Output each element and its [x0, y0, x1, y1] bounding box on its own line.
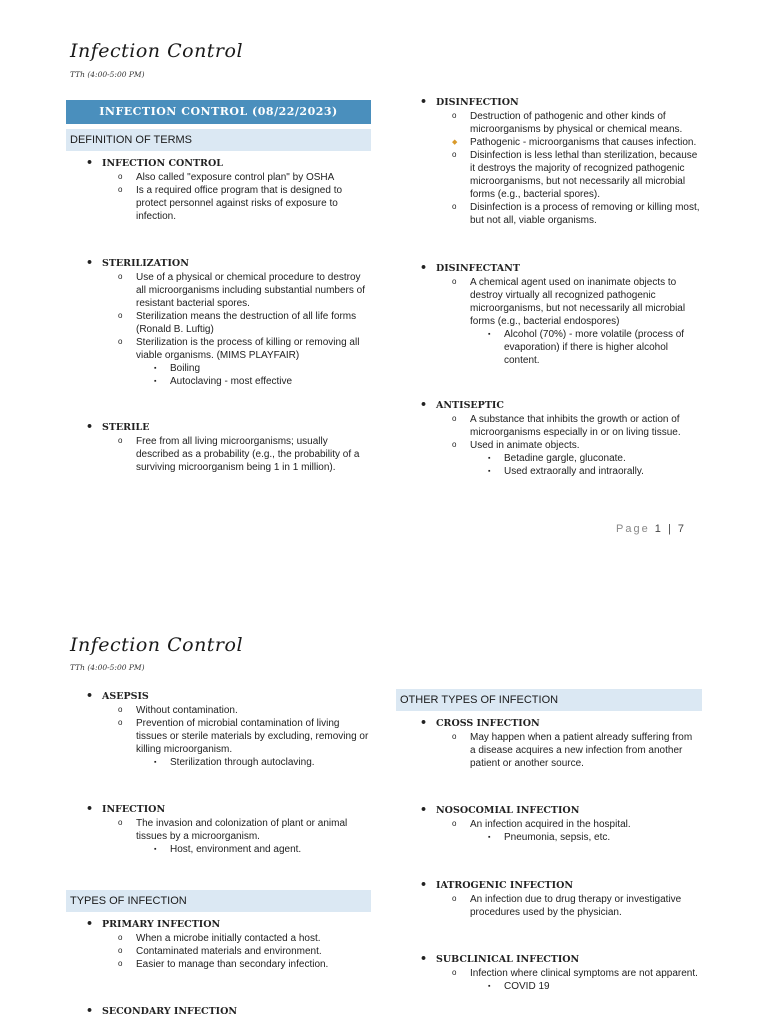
list-item: o Disinfection is less lethal than sterilization, because it destroys the majority of recognized pathogenic microorganisms, but not necessarily all microbial forms (e.g., bacterial spores).: [400, 149, 700, 201]
term-heading: • DISINFECTANT: [400, 262, 700, 275]
sub-list-item: ▪ Used extraorally and intraorally.: [400, 465, 700, 478]
term-iatrogenic-infection: [400, 879, 700, 919]
list-item: ◆ Pathogenic - microorganisms that causes infection.: [400, 136, 700, 149]
sub-list-item: ▪ Pneumonia, sepsis, etc.: [400, 831, 700, 844]
term-primary-infection: [66, 918, 371, 971]
list-item: o Easier to manage than secondary infection.: [66, 958, 371, 971]
term-heading: • PRIMARY INFECTION: [66, 918, 371, 931]
list-item: o Sterilization means the destruction of all life forms (Ronald B. Luftig): [66, 310, 371, 336]
list-item: o Used in animate objects.: [400, 439, 700, 452]
list-item: o Without contamination.: [66, 704, 371, 717]
term-heading: • ASEPSIS: [66, 690, 371, 703]
term-heading: • SUBCLINICAL INFECTION: [400, 953, 700, 966]
list-item: o A substance that inhibits the growth or action of microorganisms especially in or on living tissue.: [400, 413, 700, 439]
section-banner: INFECTION CONTROL (08/22/2023): [66, 100, 371, 124]
list-item: o An infection acquired in the hospital.: [400, 818, 700, 831]
sub-list-item: ▪ Alcohol (70%) - more volatile (process of evaporation) if there is higher alcohol content.: [400, 328, 700, 367]
term-asepsis: [66, 690, 371, 769]
list-item: o Use of a physical or chemical procedure to destroy all microorganisms including substantial numbers of resistant bacterial spores.: [66, 271, 371, 310]
list-item: o Is a required office program that is designed to protect personnel against risks of exposure to infection.: [66, 184, 371, 223]
term-infection: [66, 803, 371, 856]
term-heading: • CROSS INFECTION: [400, 717, 700, 730]
list-item: o The invasion and colonization of plant or animal tissues by a microorganism.: [66, 817, 371, 843]
term-subclinical-infection: [400, 953, 700, 993]
term-disinfection: [400, 96, 700, 227]
sub-list-item: ▪ COVID 19: [400, 980, 700, 993]
term-heading: • STERILE: [66, 421, 371, 434]
term-sterile: [66, 421, 371, 474]
term-antiseptic: [400, 399, 700, 478]
list-item: o When a microbe initially contacted a host.: [66, 932, 371, 945]
list-item: o Also called "exposure control plan" by OSHA: [66, 171, 371, 184]
section-header-types: TYPES OF INFECTION: [66, 890, 371, 912]
sub-list-item: ▪ Host, environment and agent.: [66, 843, 371, 856]
list-item: o Infection where clinical symptoms are not apparent.: [400, 967, 700, 980]
term-sterilization: [66, 257, 371, 388]
section-header-definitions: DEFINITION OF TERMS: [66, 129, 371, 151]
list-item: o An infection due to drug therapy or investigative procedures used by the physician.: [400, 893, 700, 919]
term-heading: • INFECTION: [66, 803, 371, 816]
page-title: Infection Control: [70, 40, 244, 62]
sub-list-item: ▪ Autoclaving - most effective: [66, 375, 371, 388]
term-nosocomial-infection: [400, 804, 700, 844]
page-title: Infection Control: [70, 634, 244, 656]
section-header-other-types: OTHER TYPES OF INFECTION: [396, 689, 702, 711]
term-heading: • DISINFECTION: [400, 96, 700, 109]
list-item: o Contaminated materials and environment.: [66, 945, 371, 958]
term-heading: • NOSOCOMIAL INFECTION: [400, 804, 700, 817]
term-cross-infection: [400, 717, 700, 770]
list-item: o Destruction of pathogenic and other kinds of microorganisms by physical or chemical means.: [400, 110, 700, 136]
list-item: o Disinfection is a process of removing or killing most, but not all, viable organisms.: [400, 201, 700, 227]
term-heading: • INFECTION CONTROL: [66, 157, 371, 170]
term-heading: • STERILIZATION: [66, 257, 371, 270]
list-item: o A chemical agent used on inanimate objects to destroy virtually all recognized pathogenic microorganisms, but not necessarily all microbial forms (e.g., bacterial endospores): [400, 276, 700, 328]
term-heading: • SECONDARY INFECTION: [66, 1005, 371, 1018]
list-item: o Sterilization is the process of killing or removing all viable organisms. (MIMS PLAYFAIR): [66, 336, 371, 362]
sub-list-item: ▪ Sterilization through autoclaving.: [66, 756, 371, 769]
schedule-text: TTh (4:00-5:00 PM): [70, 70, 145, 79]
list-item: o May happen when a patient already suffering from a disease acquires a new infection from another patient or another source.: [400, 731, 700, 770]
sub-list-item: ▪ Boiling: [66, 362, 371, 375]
schedule-text: TTh (4:00-5:00 PM): [70, 663, 145, 672]
term-infection-control: [66, 157, 371, 223]
sub-list-item: ▪ Betadine gargle, gluconate.: [400, 452, 700, 465]
list-item: o Free from all living microorganisms; usually described as a probability (e.g., the probability of a surviving microorganism being 1 in 1 million).: [66, 435, 371, 474]
term-secondary-infection: [66, 1005, 371, 1019]
page-number: Page 1 | 7: [616, 523, 686, 535]
term-disinfectant: [400, 262, 700, 367]
list-item: o Prevention of microbial contamination of living tissues or sterile materials by excluding, removing or killing microorganism.: [66, 717, 371, 756]
term-heading: • ANTISEPTIC: [400, 399, 700, 412]
term-heading: • IATROGENIC INFECTION: [400, 879, 700, 892]
